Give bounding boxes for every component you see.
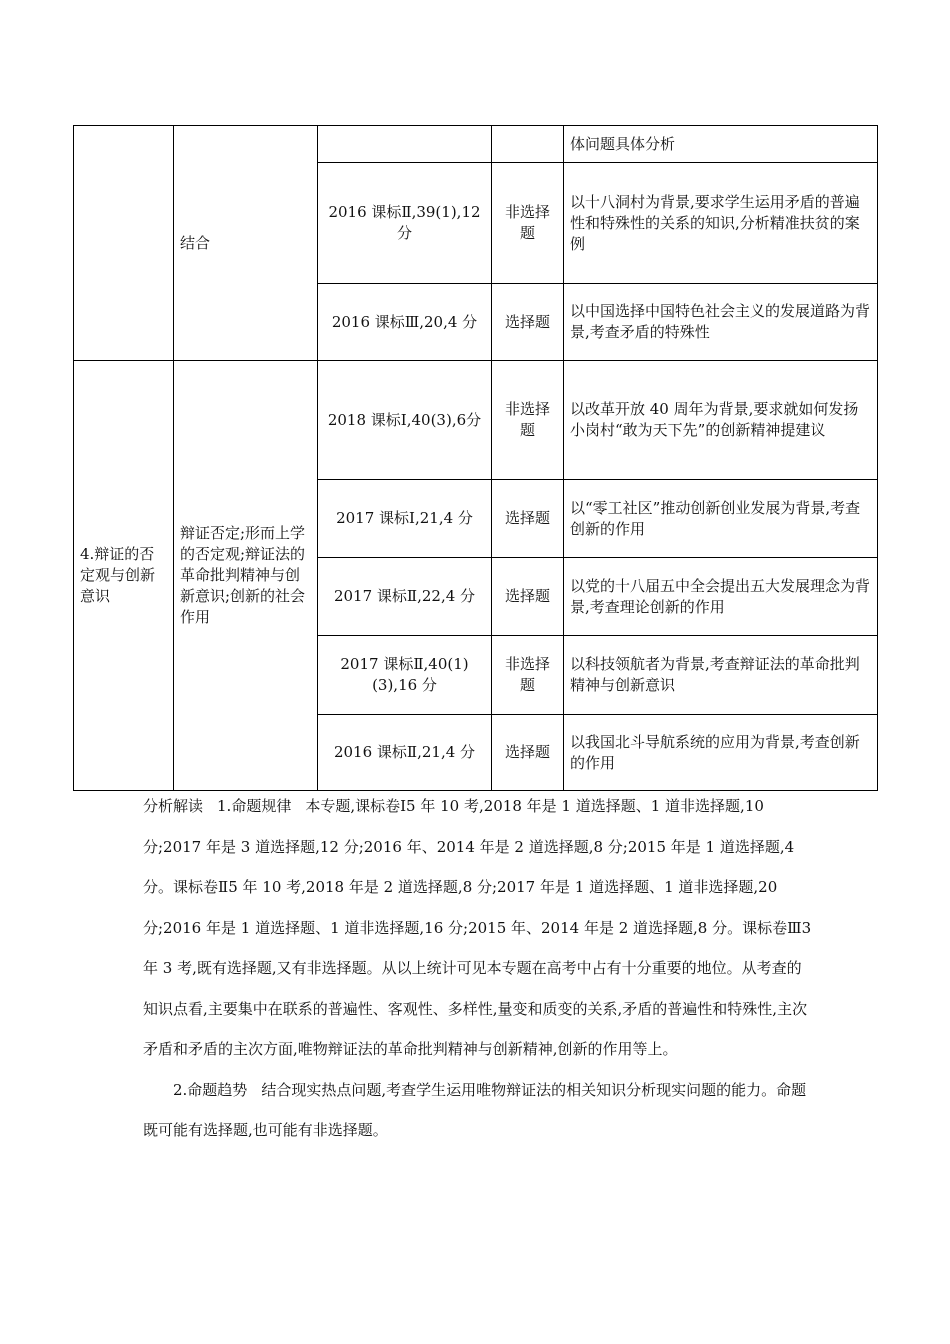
- source-cell: 2018 课标Ⅰ,40(3),6分: [318, 361, 492, 480]
- paragraph-heading: 1.命题规律: [217, 797, 292, 815]
- source-cell: 2017 课标Ⅰ,21,4 分: [318, 480, 492, 558]
- exam-statistics-table: [73, 125, 878, 791]
- analysis-label: 分析解读: [143, 797, 204, 815]
- type-cell: 选择题: [492, 284, 564, 361]
- topic-cell: 4.辩证的否定观与创新意识: [74, 361, 174, 791]
- paragraph-body: 本专题,课标卷Ⅰ5 年 10 考,2018 年是 1 道选择题、1 道非选择题,10 分;2017 年是 3 道选择题,12 分;2016 年、2014 年是 2 道选择题,8 分;2015 年是 1 道选择题,4 分。课标卷Ⅱ5 年 10 考,2018 年是 2 道选择题,8 分;2017 年是 1 道选择题、1 道非选择题,20 分;2016 年是 1 道选择题、1 道非选择题,16 分;2015 年、2014 年是 2 道选择题,8 分。课标卷Ⅲ3 年 3 考,既有选择题,又有非选择题。从以上统计可见本专题在高考中占有十分重要的地位。从考查的知识点看,主要集中在联系的普遍性、客观性、多样性,量变和质变的关系,矛盾的普遍性和特殊性,主次矛盾和矛盾的主次方面,唯物辩证法的革命批判精神与创新精神,创新的作用等上。: [143, 797, 812, 1058]
- analysis-paragraph-2: [143, 1070, 813, 1151]
- type-cell: 选择题: [492, 480, 564, 558]
- paragraph-heading: 2.命题趋势: [173, 1080, 248, 1099]
- desc-cell: 以我国北斗导航系统的应用为背景,考查创新的作用: [564, 715, 878, 791]
- source-cell: 2016 课标Ⅲ,20,4 分: [318, 284, 492, 361]
- desc-cell: 以党的十八届五中全会提出五大发展理念为背景,考查理论创新的作用: [564, 558, 878, 636]
- knowledge-cell: 结合: [174, 126, 318, 361]
- type-cell: 非选择题: [492, 361, 564, 480]
- type-cell: 选择题: [492, 715, 564, 791]
- source-cell: [318, 126, 492, 163]
- analysis-section: [143, 786, 813, 1151]
- source-cell: 2016 课标Ⅱ,21,4 分: [318, 715, 492, 791]
- type-cell: 选择题: [492, 558, 564, 636]
- table-row: [74, 361, 878, 480]
- analysis-paragraph-1: [143, 786, 813, 1070]
- paragraph-body: 结合现实热点问题,考查学生运用唯物辩证法的相关知识分析现实问题的能力。命题既可能有选择题,也可能有非选择题。: [143, 1080, 807, 1139]
- desc-cell: 以十八洞村为背景,要求学生运用矛盾的普遍性和特殊性的关系的知识,分析精准扶贫的案例: [564, 163, 878, 284]
- desc-cell: 以中国选择中国特色社会主义的发展道路为背景,考查矛盾的特殊性: [564, 284, 878, 361]
- desc-cell: 以改革开放 40 周年为背景,要求就如何发扬小岗村“敢为天下先”的创新精神提建议: [564, 361, 878, 480]
- type-cell: 非选择题: [492, 636, 564, 715]
- source-cell: 2017 课标Ⅱ,22,4 分: [318, 558, 492, 636]
- source-cell: 2017 课标Ⅱ,40(1)(3),16 分: [318, 636, 492, 715]
- topic-cell: [74, 126, 174, 361]
- type-cell: [492, 126, 564, 163]
- source-cell: 2016 课标Ⅱ,39(1),12分: [318, 163, 492, 284]
- type-cell: 非选择题: [492, 163, 564, 284]
- desc-cell: 以“零工社区”推动创新创业发展为背景,考查创新的作用: [564, 480, 878, 558]
- table-row: [74, 126, 878, 163]
- knowledge-cell: 辩证否定;形而上学的否定观;辩证法的革命批判精神与创新意识;创新的社会作用: [174, 361, 318, 791]
- desc-cell: 体问题具体分析: [564, 126, 878, 163]
- desc-cell: 以科技领航者为背景,考查辩证法的革命批判精神与创新意识: [564, 636, 878, 715]
